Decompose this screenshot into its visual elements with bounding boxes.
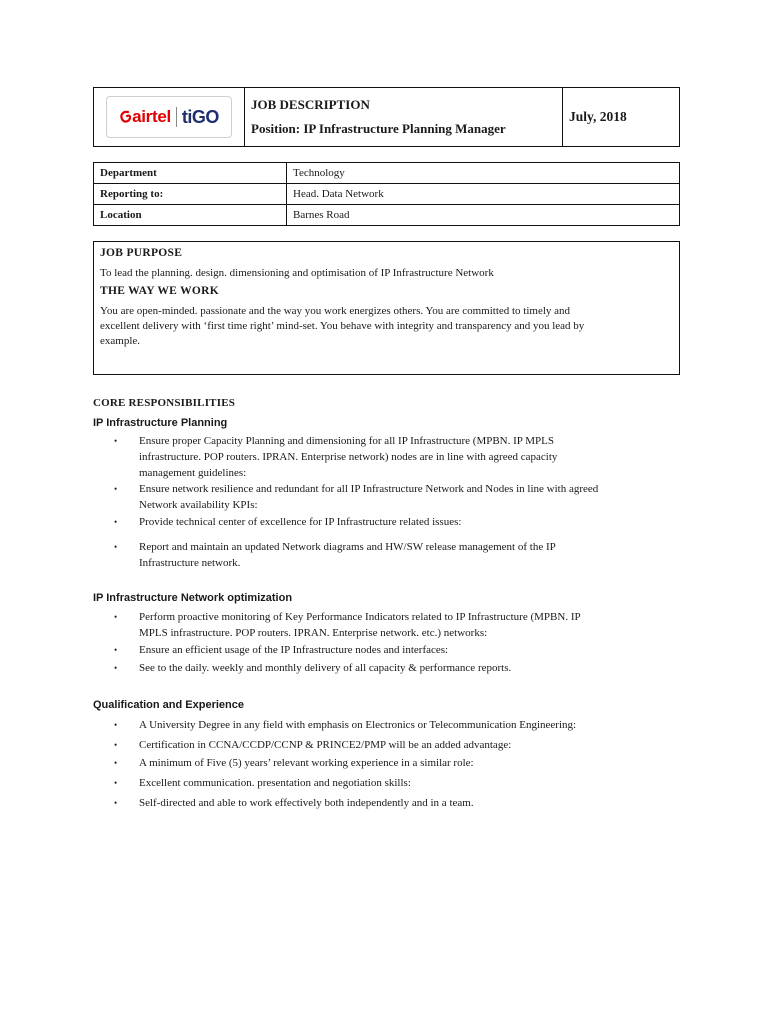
- airtel-logo: [119, 107, 171, 127]
- bullet: •: [114, 436, 118, 446]
- info-value: Technology: [287, 163, 680, 184]
- tigo-logo-text: tiGO: [181, 106, 219, 127]
- bullet: •: [114, 484, 118, 494]
- list-item-line: Ensure proper Capacity Planning and dimensioning for all IP Infrastructure (MPBN. IP MPLS: [139, 435, 554, 447]
- job-purpose-heading: JOB PURPOSE: [100, 247, 183, 259]
- logo-cell: [94, 88, 245, 147]
- section-title: IP Infrastructure Network optimization: [93, 592, 293, 604]
- list-item-line: A University Degree in any field with emphasis on Electronics or Telecommunication Engineering:: [139, 719, 577, 731]
- core-responsibilities-heading: CORE RESPONSIBILITIES: [93, 397, 236, 409]
- list-item-line: Infrastructure network.: [139, 557, 241, 569]
- list-item: [114, 737, 674, 753]
- list-item-line: Ensure network resilience and redundant for all IP Infrastructure Network and Nodes in line with agreed: [139, 483, 599, 495]
- title-cell: [245, 88, 563, 147]
- list-item-line: See to the daily. weekly and monthly delivery of all capacity & performance reports.: [139, 662, 512, 674]
- list-item: [114, 642, 674, 658]
- list-item: [114, 795, 674, 811]
- info-row: [94, 205, 680, 226]
- list-item: [114, 433, 674, 481]
- job-purpose-box: [93, 241, 680, 375]
- list-item-line: MPLS infrastructure. POP routers. IPRAN. Enterprise network. etc.) networks:: [139, 627, 488, 639]
- info-table: [93, 162, 680, 226]
- doc-type: JOB DESCRIPTION: [251, 97, 370, 112]
- list-item: [114, 660, 674, 676]
- logo-divider: [176, 107, 177, 127]
- info-row: [94, 184, 680, 205]
- list-item-line: Perform proactive monitoring of Key Performance Indicators related to IP Infrastructure (MPBN. IP: [139, 611, 581, 623]
- bullet: •: [114, 542, 118, 552]
- list-item-line: Provide technical center of excellence for IP Infrastructure related issues:: [139, 516, 462, 528]
- list-item-line: management guidelines:: [139, 467, 247, 479]
- way-we-work-line: You are open-minded. passionate and the way you work energizes others. You are committed to timely and: [100, 305, 571, 317]
- way-we-work-line: example.: [100, 335, 141, 347]
- info-key: Reporting to:: [94, 184, 287, 205]
- info-key: Location: [94, 205, 287, 226]
- list-item-line: Excellent communication. presentation and negotiation skills:: [139, 777, 411, 789]
- list-item: [114, 539, 674, 571]
- bullet: •: [114, 612, 118, 622]
- position-title: Position: IP Infrastructure Planning Manager: [251, 121, 506, 136]
- way-we-work-heading: THE WAY WE WORK: [100, 285, 220, 297]
- airtel-logo-text: airtel: [132, 107, 171, 126]
- bullet: •: [114, 517, 118, 527]
- section-title: IP Infrastructure Planning: [93, 417, 228, 429]
- list-item-line: A minimum of Five (5) years’ relevant working experience in a similar role:: [139, 757, 474, 769]
- bullet: •: [114, 798, 118, 808]
- list-item-line: infrastructure. POP routers. IPRAN. Enterprise network) nodes are in line with agreed capacity: [139, 451, 558, 463]
- list-item: [114, 717, 674, 733]
- bullet: •: [114, 645, 118, 655]
- list-item: [114, 755, 674, 771]
- company-logo: [106, 96, 232, 138]
- list-item-line: Network availability KPIs:: [139, 499, 258, 511]
- bullet: •: [114, 758, 118, 768]
- info-value: Head. Data Network: [287, 184, 680, 205]
- list-item-line: Ensure an efficient usage of the IP Infrastructure nodes and interfaces:: [139, 644, 449, 656]
- bullet: •: [114, 663, 118, 673]
- bullet: •: [114, 720, 118, 730]
- section-title: Qualification and Experience: [93, 699, 244, 711]
- bullet: •: [114, 740, 118, 750]
- job-purpose-text: To lead the planning. design. dimensioning and optimisation of IP Infrastructure Network: [100, 267, 494, 279]
- list-item: [114, 775, 674, 791]
- doc-date: July, 2018: [563, 88, 680, 147]
- list-item-line: Certification in CCNA/CCDP/CCNP & PRINCE2/PMP will be an added advantage:: [139, 739, 512, 751]
- list-item: [114, 481, 674, 513]
- header-table: [93, 87, 680, 147]
- list-item: [114, 609, 674, 641]
- list-item-line: Self-directed and able to work effectively both independently and in a team.: [139, 797, 474, 809]
- bullet: •: [114, 778, 118, 788]
- info-value: Barnes Road: [287, 205, 680, 226]
- list-item: [114, 514, 674, 530]
- airtel-swirl-icon: [119, 110, 131, 124]
- info-row: [94, 163, 680, 184]
- way-we-work-line: excellent delivery with ‘first time right’ mind-set. You behave with integrity and transparency and you lead by: [100, 320, 585, 332]
- list-item-line: Report and maintain an updated Network diagrams and HW/SW release management of the IP: [139, 541, 556, 553]
- info-key: Department: [94, 163, 287, 184]
